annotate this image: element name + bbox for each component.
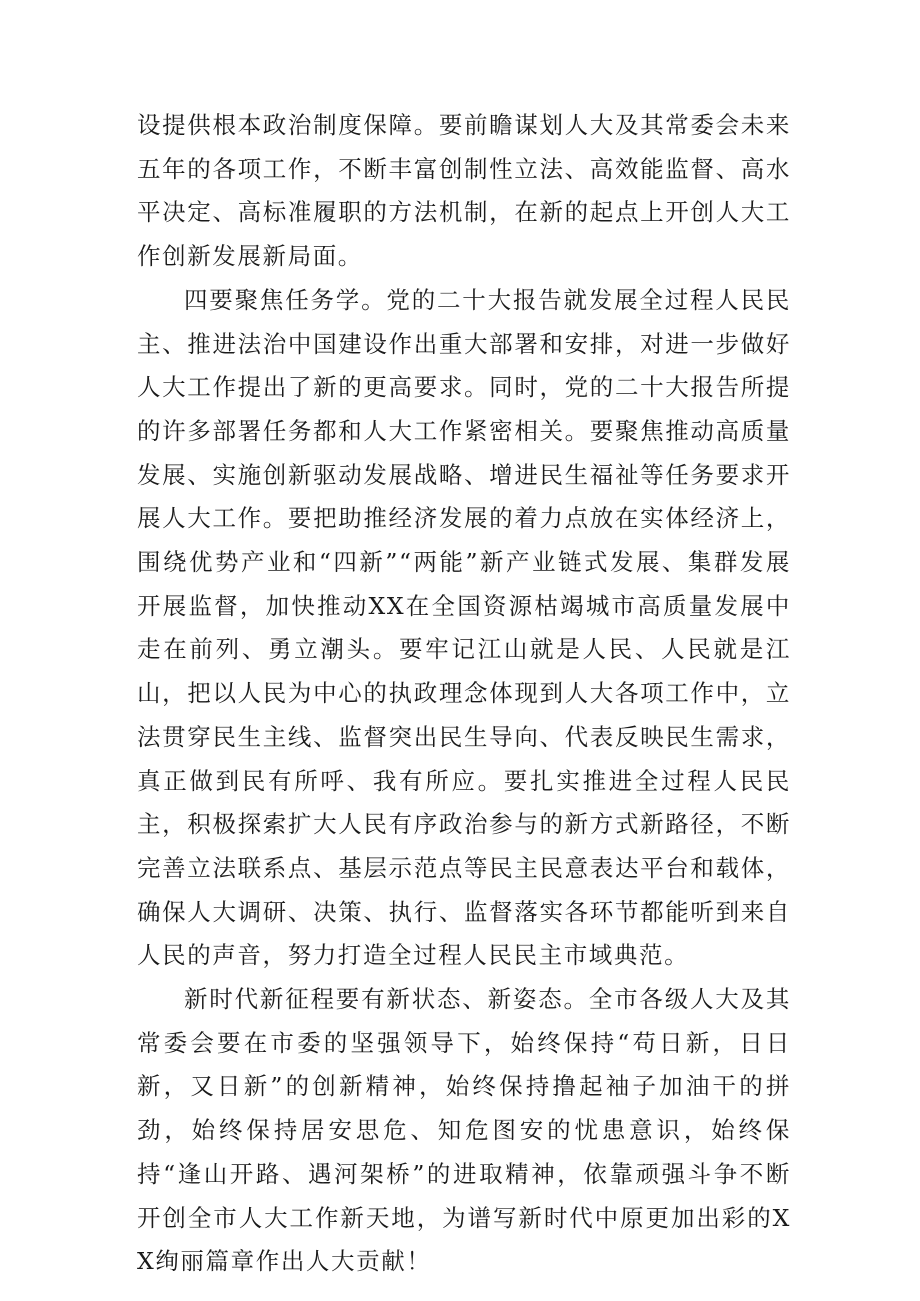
paragraph-conclusion: 新时代新征程要有新状态、新姿态。全市各级人大及其常委会要在市委的坚强领导下，始终保持“苟日新，日日新，又日新”的创新精神，始终保持撸起袖子加油干的拼劲，始终保持居安思危、知危图安的忧患意识，始终保持“逢山开路、遇河架桥”的进取精神，依靠顽强斗争不断开创全市人大工作新天地，为谱写新时代中原更加出彩的XX绚丽篇章作出人大贡献！	[137, 985, 791, 1276]
document-body	[137, 104, 791, 1284]
paragraph-section-four: 四要聚焦任务学。党的二十大报告就发展全过程人民民主、推进法治中国建设作出重大部署和安排，对进一步做好人大工作提出了新的更高要求。同时，党的二十大报告所提的许多部署任务都和人大工作紧密相关。要聚焦推动高质量发展、实施创新驱动发展战略、增进民生福祉等任务要求开展人大工作。要把助推经济发展的着力点放在实体经济上，围绕优势产业和“四新”“两能”新产业链式发展、集群发展开展监督，加快推动XX在全国资源枯竭城市高质量发展中走在前列、勇立潮头。要牢记江山就是人民、人民就是江山，把以人民为中心的执政理念体现到人大各项工作中，立法贯穿民生主线、监督突出民生导向、代表反映民生需求，真正做到民有所呼、我有所应。要扎实推进全过程人民民主，积极探索扩大人民有序政治参与的新方式新路径，不断完善立法联系点、基层示范点等民主民意表达平台和载体，确保人大调研、决策、执行、监督落实各环节都能听到来自人民的声音，努力打造全过程人民民主市域典范。	[137, 285, 791, 970]
paragraph-continuation: 设提供根本政治制度保障。要前瞻谋划人大及其常委会未来五年的各项工作，不断丰富创制性立法、高效能监督、高水平决定、高标准履职的方法机制，在新的起点上开创人大工作创新发展新局面。	[137, 111, 791, 271]
